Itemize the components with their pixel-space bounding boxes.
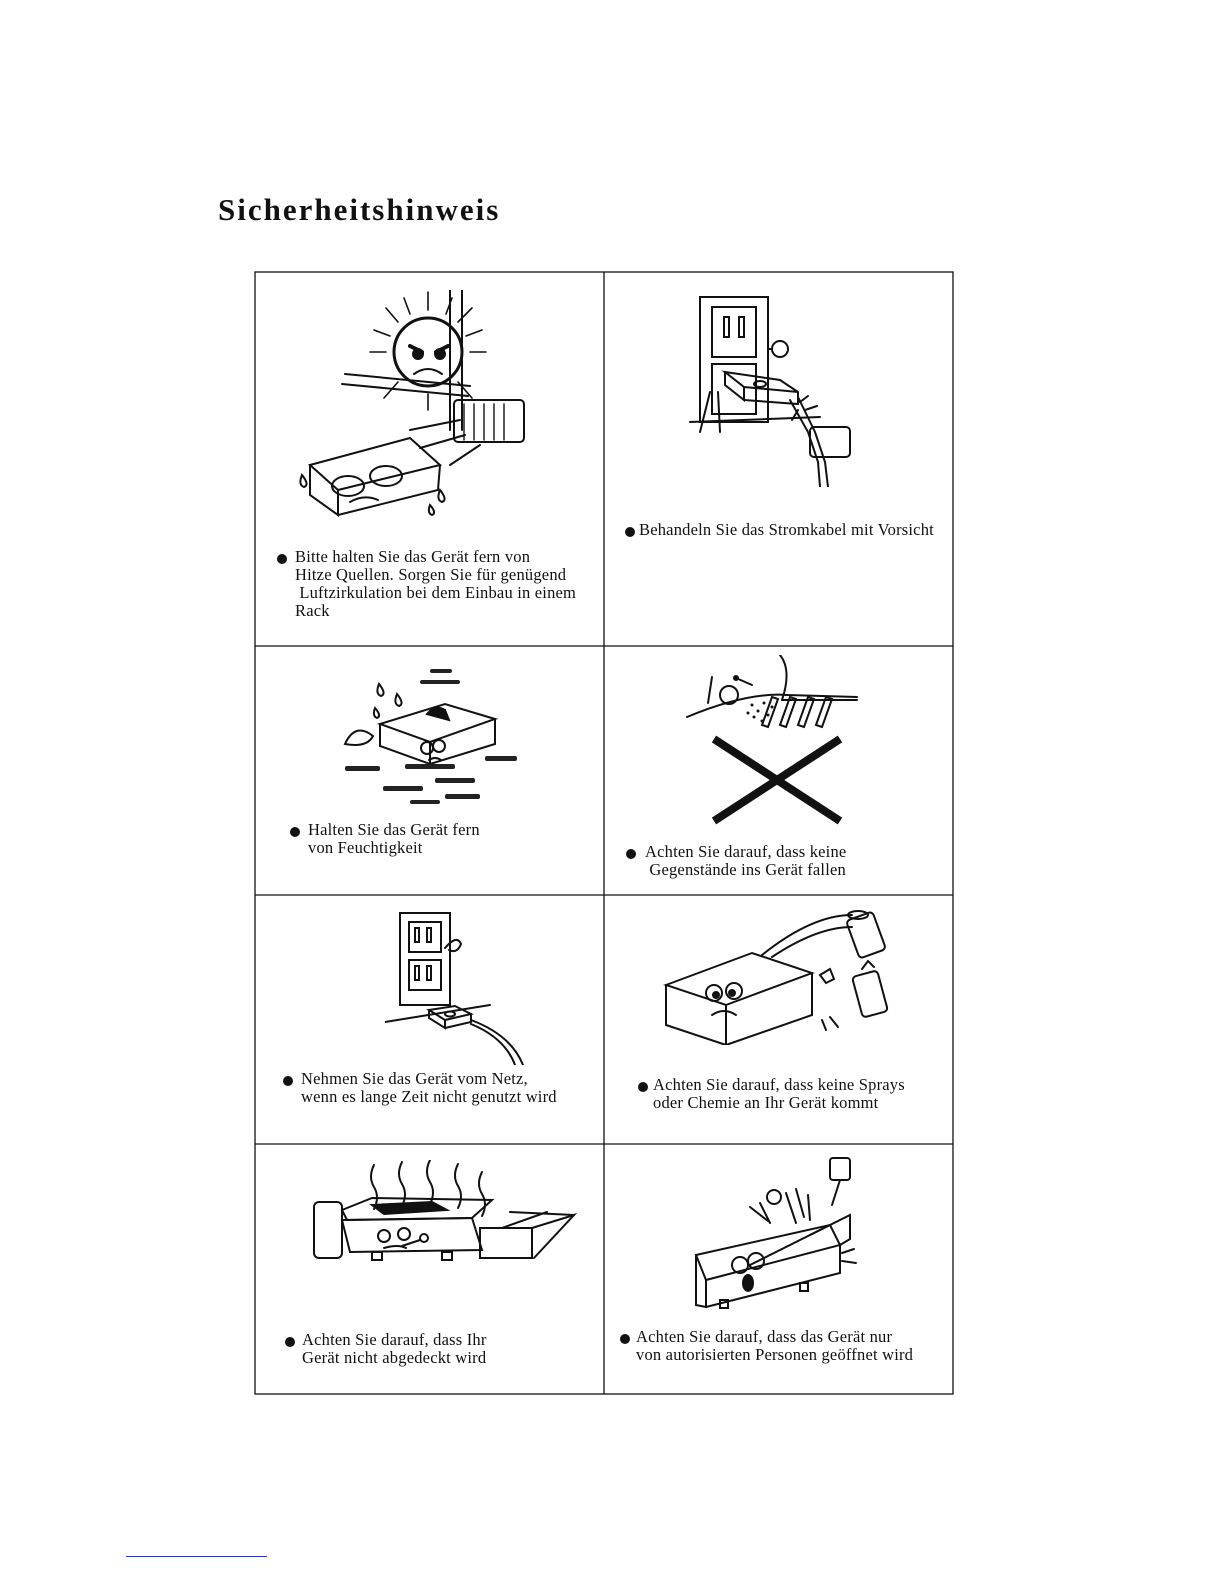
bullet-icon [283, 1076, 293, 1086]
caption-line: Achten Sie darauf, dass keine Sprays [653, 1075, 905, 1094]
bullet-icon [277, 554, 287, 564]
bullet-icon [638, 1082, 648, 1092]
caption-line: Achten Sie darauf, dass keine [645, 842, 847, 861]
caption-line: von Feuchtigkeit [308, 838, 423, 857]
caption-line: Behandeln Sie das Stromkabel mit Vorsicht [639, 520, 934, 539]
caption-line: Bitte halten Sie das Gerät fern von [295, 547, 531, 566]
caption-line: Gerät nicht abgedeckt wird [302, 1348, 487, 1367]
caption-line: Rack [295, 601, 330, 620]
caption-line: wenn es lange Zeit nicht genutzt wird [301, 1087, 557, 1106]
caption-line: Gegenstände ins Gerät fallen [645, 860, 846, 879]
page-title: Sicherheitshinweis [218, 192, 501, 227]
caption-line: von autorisierten Personen geöffnet wird [636, 1345, 914, 1364]
bullet-icon [626, 849, 636, 859]
bullet-icon [285, 1337, 295, 1347]
caption-line: Nehmen Sie das Gerät vom Netz, [301, 1069, 528, 1088]
caption-line: oder Chemie an Ihr Gerät kommt [653, 1093, 879, 1112]
caption-line: Achten Sie darauf, dass Ihr [302, 1330, 487, 1349]
bullet-icon [620, 1334, 630, 1344]
covered-device-icon [312, 1160, 577, 1275]
moisture-icon [335, 664, 550, 809]
caption-line: Luftzirkulation bei dem Einbau in einem [295, 583, 577, 602]
bullet-icon [290, 827, 300, 837]
spray-chemicals-icon [662, 905, 892, 1045]
caption-line: Hitze Quellen. Sorgen Sie für genügend [295, 565, 567, 584]
caption-line: Achten Sie darauf, dass das Gerät nur [636, 1327, 893, 1346]
footer-divider [126, 1556, 267, 1557]
unplug-icon [385, 910, 535, 1065]
falling-objects-icon [682, 655, 864, 825]
bullet-icon [625, 527, 635, 537]
heat-source-icon [290, 290, 550, 520]
power-cable-icon [680, 292, 860, 487]
authorized-service-icon [690, 1155, 865, 1310]
caption-line: Halten Sie das Gerät fern [308, 820, 480, 839]
